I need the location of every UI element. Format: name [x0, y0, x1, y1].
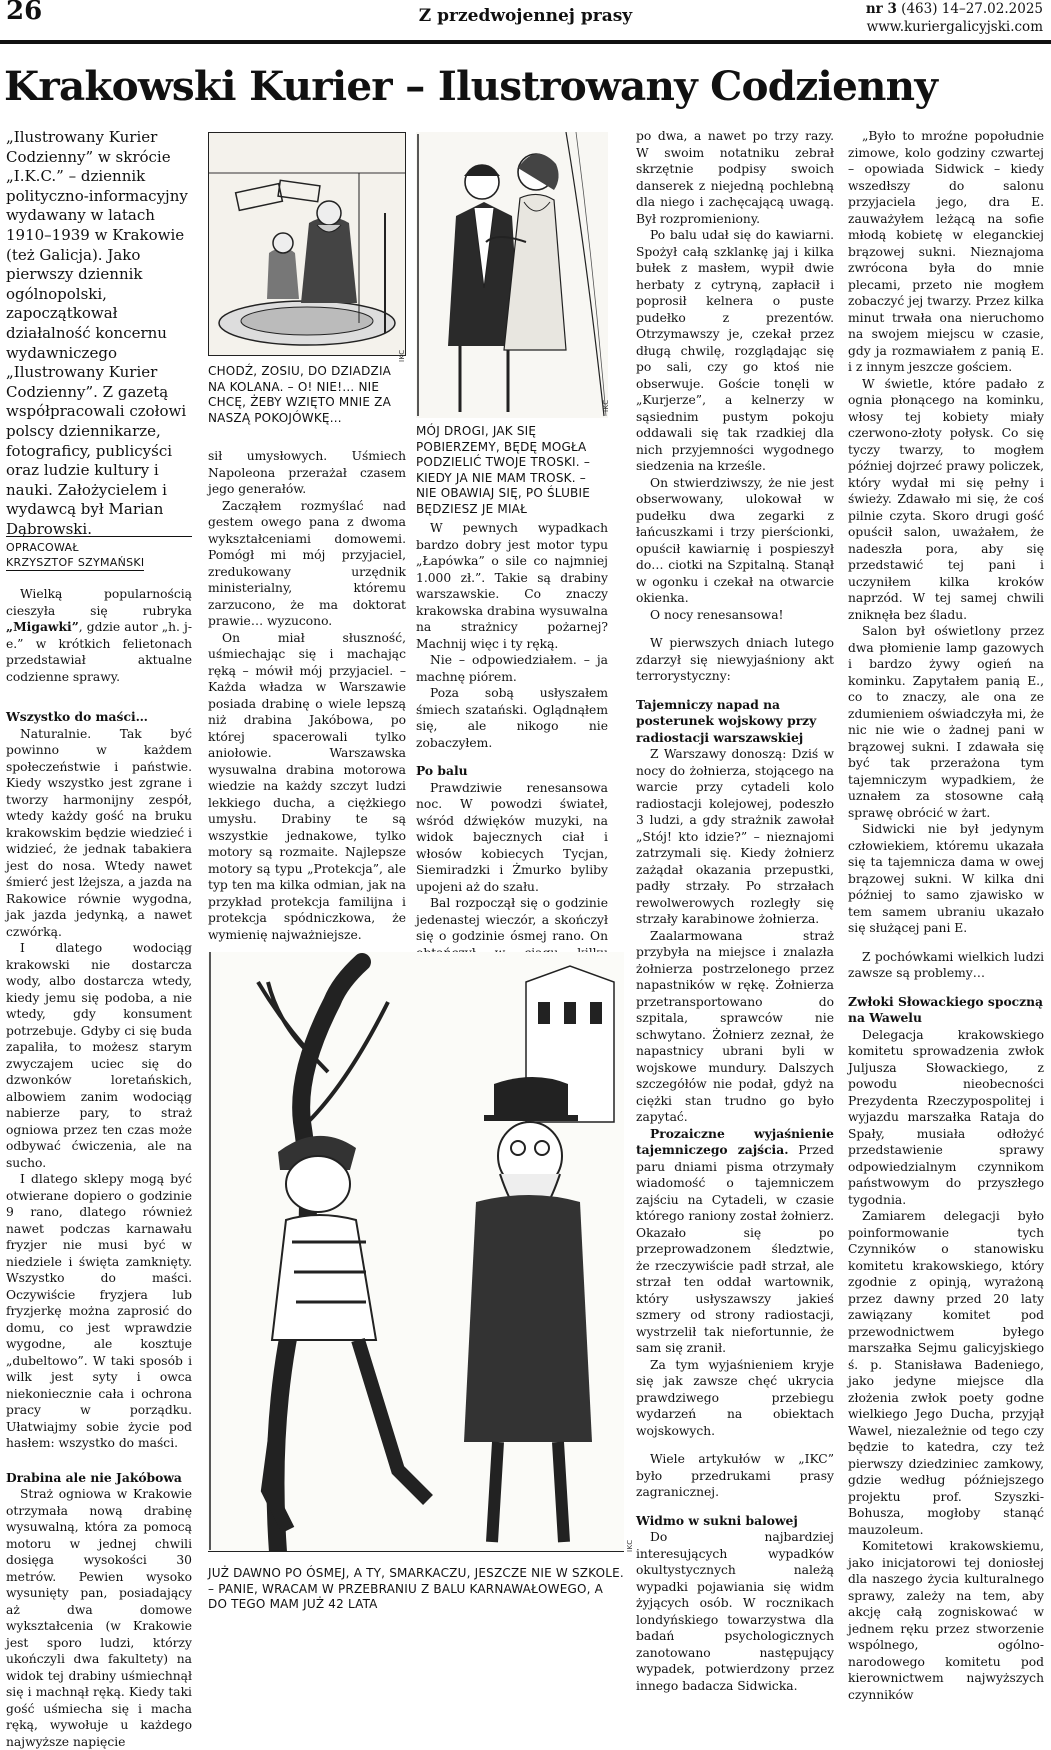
subhead-slowacki: Zwłoki Słowackiego spoczną na Wawelu — [848, 993, 1044, 1025]
paragraph: Sidwicki nie był jedynym człowiekiem, któremu ukazała się ta tajemnicza dama w owej brązowej sukni. W kilka dni później to samo zjawisko w tem samem ubraniu ukazało się służącej pani E. — [848, 822, 1044, 935]
cartoon-school-drawing — [208, 952, 624, 1552]
paragraph: Prozaiczne wyjaśnienie tajemniczego zajścia. Przed paru dniami pisma otrzymały wiadomość o tajemniczem zajściu na Cytadeli, w czasie którego raniony został żołnierz. Okazało się po przeprowadzonem śledztwie, że rzeczywiście padł strzał, ale strzał ten oddał wartownik, który usłyszawszy jakieś szmery od strony radiostacji, wystrzelił tak niefortunnie, że sam się zranił. — [636, 1125, 834, 1355]
paragraph: Salon był oświetlony przez dwa płomienie lamp gazowych i bardzo żywy ogień na kominku. Zapytałem panią E., co to znaczy, ale ona ze zdumieniem oświadczyła mi, że nic nie wie o żadnej pani w brązowej sukni. I zdawała się być tak przerażona tym tajemniczym wypadkiem, że uznałem za stosowne całą sprawę obrócić w żart. — [848, 624, 1044, 820]
paragraph: I dlatego sklepy mogą być otwierane dopiero o godzinie 9 rano, dlatego również nawet podczas karnawału fryzjer nie musi być w niedziele i święta zamknięty. Wszystko do maści. Oczywiście fryzjera lub fryzjerkę można zaprosić do domu, co jest wprawdzie wygodne, ale kosztuje „dubeltowo”. W taki sposób i wilk jest syty i owca niekoniecznie cała i ochrona pracy w porządku. Ułatwiajmy sobie życie pod hasłem: wszystko do maści. — [6, 1172, 192, 1450]
column-5 — [848, 128, 1044, 1703]
page-header — [0, 0, 1051, 40]
paragraph: Za tym wyjaśnieniem kryje się jak zawsze chęć ukrycia prawdziwego przebiegu wydarzeń na obiektach wojskowych. — [636, 1357, 834, 1438]
paragraph: W świetle, które padało z ognia płonącego na kominku, włosy tej kobiety miały czerwono-złoty połysk. Co się tyczy twarzy, to mogłem później dojrzeć prawy policzek, który wydał mi się pełny i świeży. Zdawało mi się, że coś pilnie czyta. Skoro drugi gość opuścił salon, uważałem, że nadeszła pora, aby się przedstawić tej pani i uczyniłem kilka kroków naprzód. W tej samej chwili zniknęła bez śladu. — [848, 376, 1044, 622]
header-rule — [0, 40, 1051, 44]
paragraph: Bal rozpoczął się o godzinie jedenastej wieczór, a skończył się o godzinie ósmej rano. On — [416, 896, 608, 943]
paragraph: On miał słuszność, uśmiechając się i machając ręką – mówił mój przyjaciel. – Każda władza w Warszawie posiada drabinę o wiele lepszą niż drabina Jakóbowa, po której spacerowali tylko aniołowie. Warszawska wysuwalna drabina motorowa wiedzie na każdy szczyt ludzi lekkiego ducha, a ciężkiego umysłu. Drabiny te są wszystkie jednakowe, tylko motory są rozmaite. Najlepsze motory są typu „Protekcja”, ale typ ten ma kilka odmian, jak na przykład protekcja familijna i protekcja spódniczkowa, że wymienię najważniejsze. — [208, 630, 406, 942]
paragraph: Po balu udał się do kawiarni. Spożył całą szklankę jaj i kilka bułek z masłem, wypił dwie herbaty z cytryną, zapłacił i poprosił kelnera o puste pudełko z prezentów. Otrzymawszy je, czekał przez długą chwilę, rozglądając się po sali, czy go ktoś nie obserwuje. Goście tonęli w „Kurjerze”, a kelnerzy w sąsiednim pustym pokoju oddawali się tak rzadkiej dla nich przyjemności wygodnego siedzenia na krześle. — [636, 228, 834, 473]
subhead-drabina: Drabina ale nie Jakóbowa — [6, 1469, 182, 1485]
paragraph: Naturalnie. Tak być powinno w każdem społeczeństwie i państwie. Kiedy wszystko jest zgrane i tworzy harmonijny zespół, wtedy każdy gość na bruku krakowskim będzie wiedzieć i widzieć, że jednak tabakiera jest do nosa. Wtedy nawet śmierć jest lżejsza, a jazda na Rakowice równie wygodna, jak jazda jedynką, a nawet czwórką. — [6, 726, 192, 939]
paragraph: I dlatego wodociąg krakowski nie dostarcza wody, albo dostarcza wtedy, kiedy jemu się podoba, a nie wtedy, gdy konsument potrzebuje. Gdyby ci się buda zapaliła, to możesz starym zwyczajem uciec się do dzwonków loretańskich, albowiem zanim wodociąg nabierze pary, to straż ogniowa przez ten czas może odbywać ćwiczenia, ale na sucho. — [6, 941, 192, 1170]
cartoon-grandfather-drawing — [209, 133, 405, 355]
cartoon-school — [208, 952, 624, 1552]
paragraph: Straż ogniowa w Krakowie otrzymała nową drabinę wysuwalną, która za pomocą motoru w jednej chwili dosięga wysokości 30 metrów. Pewien wysoko wysunięty pan, posiadający aż dwa domowe wykształcenia (w Krakowie jest sporo ludzi, którzy ukończyli dwa fakultety) na widok tej drabiny uśmiechnął się i machnął ręką. Kiedy taki gość uśmiecha się i macha ręką, wywołuje u każdego najwyższe napięcie — [6, 1487, 192, 1749]
paragraph: Komitetowi krakowskiemu, jako inicjatorowi tej doniosłej dla naszego życia kulturalnego sprawy, zależy na tem, aby akcję całą zogniskować w jednem ręku przez stworzenie wspólnego, ogólno-narodowego komitetu pod kierownictwem najwyższych czynników — [848, 1539, 1044, 1702]
paragraph: Poza sobą usłyszałem śmiech szatański. Oglądnąłem się, ale nikogo nie zobaczyłem. — [416, 686, 608, 750]
cartoon-credit: IKC — [626, 1539, 634, 1552]
paragraph: Delegacja krakowskiego komitetu sprowadzenia zwłok Juljusza Słowackiego, z powodu nieobecności Prezydenta Rzeczypospolitej i wyjazdu marszałka Rataja do Spały, musiała odłożyć przedstawienie sprawy odpowiedzialnym czynnikom państwowym do przyszłego tygodnia. — [848, 1027, 1044, 1207]
paragraph: Zaalarmowana straż przybyła na miejsce i znalazła żołnierza postrzelonego przez napastników w rękę. Żołnierza przetransportowano do szpitala, sprawców nie schwytano. Żołnierz zeznał, że napastnicy ubrani byli w wojskowe mundury. Dalszych szczegółów nie podał, gdyż na ciężki stan trudno go było zapytać. — [636, 928, 834, 1124]
section-title: Z przedwojennej prasy — [418, 6, 633, 26]
cartoon-couple-caption: MÓJ DROGI, JAK SIĘ POBIERZEMY, BĘDĘ MOGŁA PODZIELIĆ TWOJE TROSKI. – KIEDY JA NIE MAM TROSK. – NIE OBAWIAJ SIĘ, PO ŚLUBIE BĘDZIESZ JE MIAŁ — [416, 424, 591, 516]
paragraph: Wiele artykułów w „IKC” było przedrukami prasy zagranicznej. — [636, 1452, 834, 1499]
article-title: Krakowski Kurier – Ilustrowany Codzienny — [4, 62, 938, 110]
paragraph: W pierwszych dniach lutego zdarzył się niewyjaśniony akt terrorystyczny: — [636, 636, 834, 683]
cartoon-grandfather-caption: CHODŹ, ZOSIU, DO DZIADZIA NA KOLANA. – O! NIE!… NIE CHCĘ, ŻEBY WZIĘTO MNIE ZA NASZĄ POKOJÓWKĘ… — [208, 364, 392, 425]
cartoon-credit: IKC — [398, 349, 406, 362]
issue-number: nr 3 (463) 14–27.02.2025 — [865, 1, 1043, 17]
column-3 — [416, 520, 608, 994]
byline-rule — [6, 536, 192, 537]
cartoon-school-caption: JUŻ DAWNO PO ÓSMEJ, A TY, SMARKACZU, JESZCZE NIE W SZKOLE. – PANIE, WRACAM W PRZEBRANIU Z BALU KARNAWAŁOWEGO, A DO TEGO MAM JUŻ 42 LATA — [208, 1566, 624, 1611]
byline — [6, 540, 192, 571]
cartoon-couple — [416, 132, 608, 418]
byline-author: KRZYSZTOF SZYMAŃSKI — [6, 556, 145, 569]
paragraph: po dwa, a nawet po trzy razy. W swoim notatniku zebrał skrzętnie podpisy swoich danserek z niejedną pochlebną dla niego i zachęcającą uwagą. Był rozpromieniony. — [636, 129, 834, 226]
paragraph: O nocy renesansowa! — [650, 607, 784, 622]
paragraph: „Było to mroźne popołudnie zimowe, kolo godziny czwartej – opowiada Sidwick – kiedy wszedłszy do salonu przyjaciela jego, dra E. zauważyłem leżącą na sofie młodą kobietę w eleganckiej brązowej sukni. Nieznajoma zwrócona była do mnie plecami, przeto nie mogłem zobaczyć jej twarzy. Przez kilka minut trwała ona nieruchomo na swojem miejscu w czasie, gdy ja rozmawiałem z panią E. i z innym jeszcze gościem. — [848, 129, 1044, 374]
paragraph: Nie – odpowiedziałem. – ja machnę piórem. — [416, 653, 608, 684]
cartoon-couple-drawing — [416, 132, 608, 418]
paragraph: Prawdziwie renesansowa noc. W powodzi świateł, wśród dźwięków muzyki, na widok bajecznych ciał i włosów kobiecych Tycjan, Siemiradzki i Żmurko byliby upojeni aż do szału. — [416, 780, 608, 894]
website-link[interactable]: www.kuriergalicyjski.com — [866, 19, 1043, 35]
page-number: 26 — [6, 0, 43, 26]
column-1 — [6, 586, 192, 1750]
paragraph: Z Warszawy donoszą: Dziś w nocy do żołnierza, stojącego na warcie przy cytadeli kolo radiostacji kolejowej, podeszło 3 ludzi, a gdy strażnik zawołał „Stój! kto idzie?” – nieznajomi zatrzymali się. Kiedy żołnierz zażądał okazania przepustki, padły strzały. Po strzałach rewolwerowych rozległy się strzały karabinowe żołnierza. — [636, 747, 834, 926]
subhead-po-balu: Po balu — [416, 763, 468, 778]
byline-label: OPRACOWAŁ — [6, 541, 79, 554]
lead-paragraph: „Ilustrowany Kurier Codzienny” w skrócie „I.K.C.” – dziennik polityczno-informacyjny wydawany w latach 1910–1939 w Krakowie (też Galicja). Jako pierwszy dziennik ogólnopolski, zapoczątkował działalność koncernu wydawniczego „Ilustrowany Kurier Codzienny”. Z gazetą współpracowali czołowi polscy dziennikarze, fotograficy, publicyści oraz ludzie kultury i nauki. Założycielem i wydawcą był Marian Dąbrowski. — [6, 128, 188, 538]
subhead-widmo: Widmo w sukni balowej — [636, 1512, 798, 1528]
paragraph: W pewnych wypadkach bardzo dobry jest motor typu „Łapówka” o sile co najmniej 1.000 zł.”. Takie są drabiny warszawskie. Co znaczy krakowska drabina wysuwalna na strażnicy pożarnej? Machnij więc i ty ręką. — [416, 521, 608, 651]
paragraph: On stwierdziwszy, że nie jest obserwowany, ulokował w pudełku dwa zegarki z łańcuszkami i trzy pierścionki, opuścił kawiarnię i pospieszył do… ciotki na Szpitalną. Stanął w ogonku i czekał na otwarcie okienka. — [636, 475, 834, 605]
paragraph: Zacząłem rozmyślać nad gestem owego pana z dwoma wykształceniami domowemi. Pomógł mi mój przyjaciel, zredukowany urzędnik ministerialny, któremu zarzucono, że ma doktorat prawie… wyzucono. — [208, 498, 406, 628]
column-2 — [208, 448, 406, 943]
cartoon-credit: IKC — [602, 399, 610, 412]
column-1-intro: Wielką popularnością cieszyła się rubryka „Migawki”, gdzie autor „h. j-e.” w krótkich felietonach przedstawiał aktualne codzienne sprawy. — [6, 587, 192, 684]
column-4 — [636, 128, 834, 1694]
subhead-wszystko: Wszystko do maści… — [6, 709, 148, 724]
paragraph: Zamiarem delegacji było poinformowanie tych Czynników o stanowisku komitetu krakowskiego, który zgodnie z opinją, wyrażoną przez dawny przed 20 laty zawiązany komitet pod przewodnictwem byłego marszałka Sejmu galicyjskiego ś. p. Stanisława Badeniego, jako jedyne miejsce dla złożenia zwłok poety godne wielkiego Jego Ducha, przyjął Wawel, niezależnie od tego czy będzie to katedra, czy też pierwszy dziedziniec zamkowy, gdzie według późniejszego projektu prof. Szyszki-Bohusza, mogłoby stanąć mauzoleum. — [848, 1209, 1044, 1537]
issue-info — [866, 0, 1043, 36]
cartoon-grandfather — [208, 132, 406, 356]
subhead-tajemniczy-napad: Tajemniczy napad na posterunek wojskowy przy radiostacji warszawskiej — [636, 696, 817, 745]
paragraph: sił umysłowych. Uśmiech Napoleona przerażał czasem jego generałów. — [208, 449, 406, 496]
paragraph: Do najbardziej interesujących wypadków okultystycznych należą wypadki pojawiania się widm żyjących osób. W rocznikach londyńskiego towarzystwa dla badań psychologicznych zanotowano następujący wypadek, potwierdzony przez innego badacza Sidwicka. — [636, 1530, 834, 1693]
paragraph: Z pochówkami wielkich ludzi zawsze są problemy… — [848, 949, 1044, 980]
